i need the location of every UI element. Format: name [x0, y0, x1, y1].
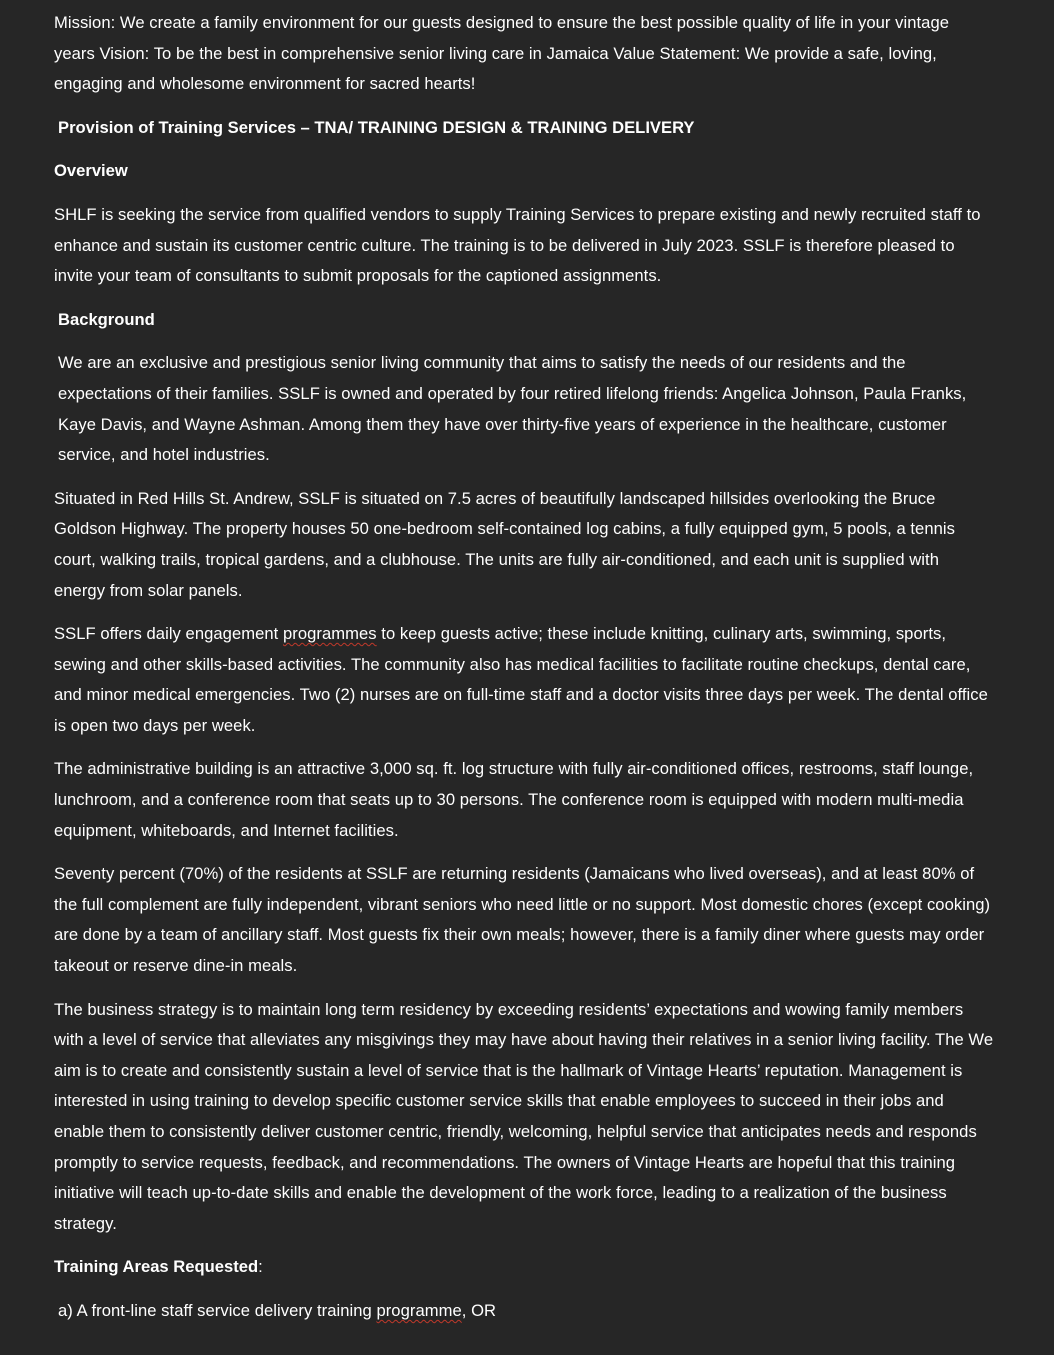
training-areas-colon: : — [258, 1257, 263, 1277]
overview-paragraph: SHLF is seeking the service from qualified vendors to supply Training Services to prepare existing and newly recruited staff to enhance and sustain its customer centric culture. The training is to be delivered in July 2023. SSLF is therefore pleased to invite your team of consultants to submit proposals for the captioned assignments. — [54, 204, 981, 286]
training-item-a-start: a) A front-line staff service delivery training — [58, 1300, 377, 1320]
mission-paragraph: Mission: We create a family environment for our guests designed to ensure the best possible quality of life in your vintage years Vision: To be the best in comprehensive senior living care in Jamaica Value Statement: We provide a safe, loving, engaging and wholesome environment for sacred hearts! — [54, 13, 949, 94]
training-item-a — [54, 1296, 994, 1327]
training-item-a-end: , OR — [461, 1300, 497, 1320]
background-paragraph-2: Situated in Red Hills St. Andrew, SSLF is situated on 7.5 acres of beautifully landscaped hillsides overlooking the Bruce Goldson Highway. The property houses 50 one-bedroom self-contained log cabins, a fully equipped gym, 5 pools, a tennis court, walking trails, tropical gardens, and a clubhouse. The units are fully air-conditioned, and each unit is supplied with energy from solar panels. — [54, 488, 955, 600]
background-paragraph-3-end: to keep guests active; these include knitting, culinary arts, swimming, sports, sewing and other skills-based activities. The community also has medical facilities to facilitate routine checkups, dental care, and minor medical emergencies. Two (2) nurses are on full-time staff and a doctor visits three days per week. The dental office is open two days per week. — [54, 624, 988, 735]
strategy-paragraph: The business strategy is to maintain long term residency by exceeding residents’ expectations and wowing family members with a level of service that alleviates any misgivings they may have about having their relatives in a senior living facility. The We aim is to create and consistently sustain a level of service that is the hallmark of Vintage Hearts’ reputation. Management is interested in using training to develop specific customer service skills that enable employees to succeed in their jobs and enable them to consistently deliver customer centric, friendly, welcoming, helpful service that anticipates needs and responds promptly to service requests, feedback, and recommendations. The owners of Vintage Hearts are hopeful that this training initiative will teach up-to-date skills and enable the development of the work force, leading to a realization of the business strategy. — [54, 999, 994, 1233]
background-paragraph-5: Seventy percent (70%) of the residents at SSLF are returning residents (Jamaicans who lived overseas), and at least 80% of the full complement are fully independent, vibrant seniors who need little or no support. Most domestic chores (except cooking) are done by a team of ancillary staff. Most guests fix their own meals; however, there is a family diner where guests may order takeout or reserve dine-in meals. — [54, 864, 991, 976]
background-paragraph-4: The administrative building is an attractive 3,000 sq. ft. log structure with fully air-conditioned offices, restrooms, staff lounge, lunchroom, and a conference room that seats up to 30 persons. The conference room is equipped with modern multi-media equipment, whiteboards, and Internet facilities. — [54, 759, 974, 840]
background-paragraph-3-start: SSLF offers daily engagement — [54, 624, 283, 644]
background-paragraph-3 — [54, 619, 994, 741]
spelling-flagged-word[interactable]: programmes — [282, 624, 377, 644]
training-areas-heading-text: Training Areas Requested — [54, 1257, 259, 1277]
background-heading: Background — [58, 309, 155, 329]
background-paragraph-1: We are an exclusive and prestigious senior living community that aims to satisfy the needs of our residents and the expectations of their families. SSLF is owned and operated by four retired lifelong friends: Angelica Johnson, Paula Franks, Kaye Davis, and Wayne Ashman. Among them they have over thirty-five years of experience in the healthcare, customer service, and hotel industries. — [58, 353, 967, 465]
provision-heading: Provision of Training Services – TNA/ TRAINING DESIGN & TRAINING DELIVERY — [58, 117, 695, 137]
overview-heading: Overview — [54, 161, 128, 181]
training-areas-heading — [54, 1252, 994, 1283]
spelling-flagged-word[interactable]: programme — [376, 1300, 462, 1320]
